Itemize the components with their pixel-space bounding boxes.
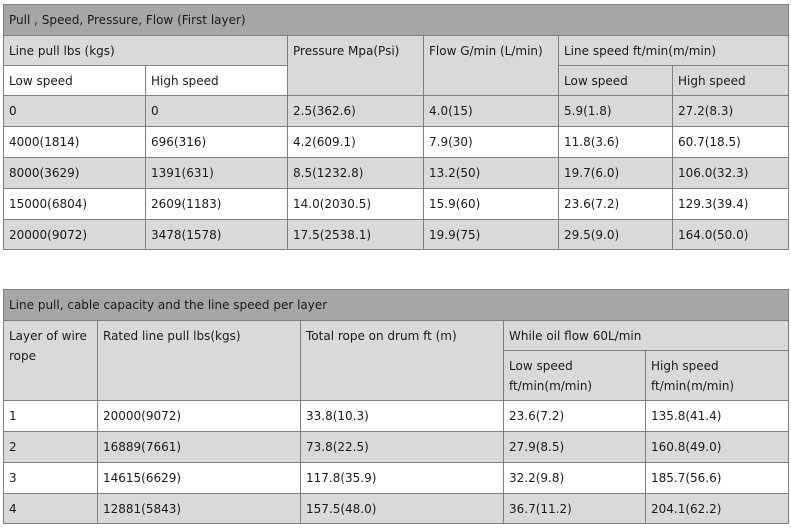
table1-title: Pull , Speed, Pressure, Flow (First layer) [4, 5, 789, 36]
table-row [4, 494, 789, 524]
table-cell: 32.2(9.8) [504, 463, 646, 494]
table-cell: 1391(631) [146, 158, 288, 189]
table-cell: 2609(1183) [146, 189, 288, 220]
table-cell: 0 [146, 96, 288, 127]
line-pull-per-layer-table [3, 289, 789, 524]
table-cell: 4.2(609.1) [288, 127, 424, 158]
table-cell: 12881(5843) [98, 494, 301, 524]
table-row [4, 463, 789, 494]
table-cell: 0 [4, 96, 146, 127]
low-speed-header: Low speed ft/min(m/min) [504, 351, 646, 401]
speed-high-header: High speed [673, 66, 789, 96]
table-cell: 8.5(1232.8) [288, 158, 424, 189]
table-cell: 157.5(48.0) [301, 494, 504, 524]
table-cell: 33.8(10.3) [301, 401, 504, 432]
table-cell: 14615(6629) [98, 463, 301, 494]
table-cell: 2 [4, 432, 98, 463]
table-cell: 19.7(6.0) [559, 158, 673, 189]
table-cell: 1 [4, 401, 98, 432]
table-row [4, 220, 789, 250]
table-cell: 15.9(60) [424, 189, 559, 220]
table-cell: 3478(1578) [146, 220, 288, 250]
table-row [4, 432, 789, 463]
table-cell: 19.9(75) [424, 220, 559, 250]
table2-title: Line pull, cable capacity and the line speed per layer [4, 290, 789, 321]
line-speed-header: Line speed ft/min(m/min) [559, 36, 789, 66]
oil-flow-header: While oil flow 60L/min [504, 321, 789, 351]
table-row [4, 96, 789, 127]
table-cell: 4 [4, 494, 98, 524]
table-cell: 2.5(362.6) [288, 96, 424, 127]
table-cell: 13.2(50) [424, 158, 559, 189]
pull-high-speed-header: High speed [146, 66, 288, 96]
table-cell: 129.3(39.4) [673, 189, 789, 220]
table-cell: 23.6(7.2) [559, 189, 673, 220]
table-cell: 164.0(50.0) [673, 220, 789, 250]
table-cell: 7.9(30) [424, 127, 559, 158]
table-cell: 135.8(41.4) [646, 401, 789, 432]
table-cell: 27.2(8.3) [673, 96, 789, 127]
table-cell: 15000(6804) [4, 189, 146, 220]
table-cell: 36.7(11.2) [504, 494, 646, 524]
table-cell: 73.8(22.5) [301, 432, 504, 463]
table-cell: 4000(1814) [4, 127, 146, 158]
table-cell: 20000(9072) [98, 401, 301, 432]
table-cell: 23.6(7.2) [504, 401, 646, 432]
total-rope-header: Total rope on drum ft (m) [301, 321, 504, 401]
pull-low-speed-header: Low speed [4, 66, 146, 96]
table-cell: 204.1(62.2) [646, 494, 789, 524]
table-cell: 160.8(49.0) [646, 432, 789, 463]
rated-pull-header: Rated line pull lbs(kgs) [98, 321, 301, 401]
table-cell: 696(316) [146, 127, 288, 158]
pull-speed-pressure-flow-table [3, 4, 789, 250]
speed-low-header: Low speed [559, 66, 673, 96]
table-cell: 27.9(8.5) [504, 432, 646, 463]
table-row [4, 127, 789, 158]
table-row [4, 158, 789, 189]
table-row [4, 401, 789, 432]
table-cell: 14.0(2030.5) [288, 189, 424, 220]
table-cell: 17.5(2538.1) [288, 220, 424, 250]
line-pull-header: Line pull lbs (kgs) [4, 36, 288, 66]
table-row [4, 189, 789, 220]
table-cell: 4.0(15) [424, 96, 559, 127]
table-cell: 20000(9072) [4, 220, 146, 250]
table-cell: 106.0(32.3) [673, 158, 789, 189]
table-cell: 16889(7661) [98, 432, 301, 463]
table-cell: 5.9(1.8) [559, 96, 673, 127]
table-cell: 3 [4, 463, 98, 494]
high-speed-header: High speed ft/min(m/min) [646, 351, 789, 401]
table-cell: 185.7(56.6) [646, 463, 789, 494]
table-cell: 117.8(35.9) [301, 463, 504, 494]
layer-header: Layer of wire rope [4, 321, 98, 401]
pressure-header: Pressure Mpa(Psi) [288, 36, 424, 96]
table-cell: 60.7(18.5) [673, 127, 789, 158]
table-cell: 11.8(3.6) [559, 127, 673, 158]
table-cell: 8000(3629) [4, 158, 146, 189]
flow-header: Flow G/min (L/min) [424, 36, 559, 96]
table-cell: 29.5(9.0) [559, 220, 673, 250]
